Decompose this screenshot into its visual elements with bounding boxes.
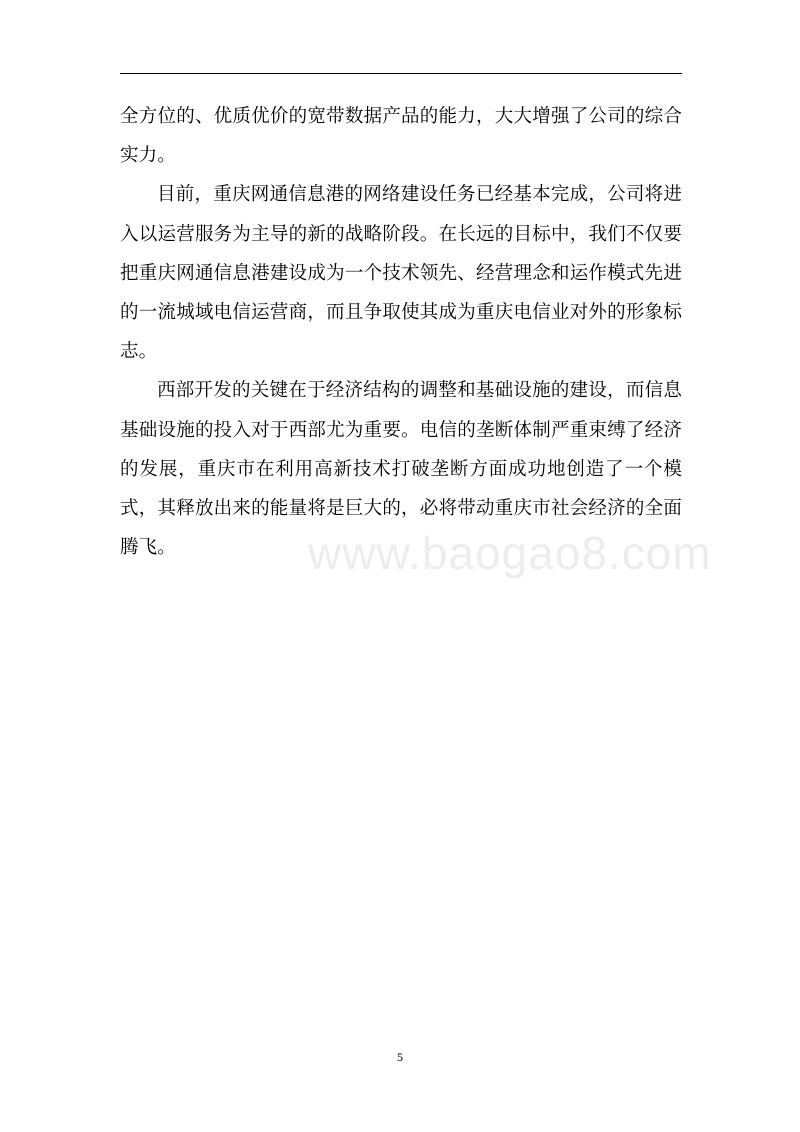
paragraph-3: 西部开发的关键在于经济结构的调整和基础设施的建设，而信息基础设施的投入对于西部尤为重要。电信的垄断体制严重束缚了经济的发展，重庆市在利用高新技术打破垄断方面成功地创造了一个模式，其释放出来的能量将是巨大的，必将带动重庆市社会经济的全面腾飞。 (120, 380, 682, 559)
watermark: www.baogao8.com (308, 527, 712, 579)
paragraph-1: 全方位的、优质优价的宽带数据产品的能力，大大增强了公司的综合实力。 (120, 106, 682, 167)
header-rule (120, 73, 682, 74)
document-body (120, 97, 682, 567)
paragraph-2: 目前，重庆网通信息港的网络建设任务已经基本完成，公司将进入以运营服务为主导的新的战略阶段。在长远的目标中，我们不仅要把重庆网通信息港建设成为一个技术领先、经营理念和运作模式先进的一流城域电信运营商，而且争取使其成为重庆电信业对外的形象标志。 (120, 184, 682, 363)
page-number: 5 (397, 1050, 403, 1064)
